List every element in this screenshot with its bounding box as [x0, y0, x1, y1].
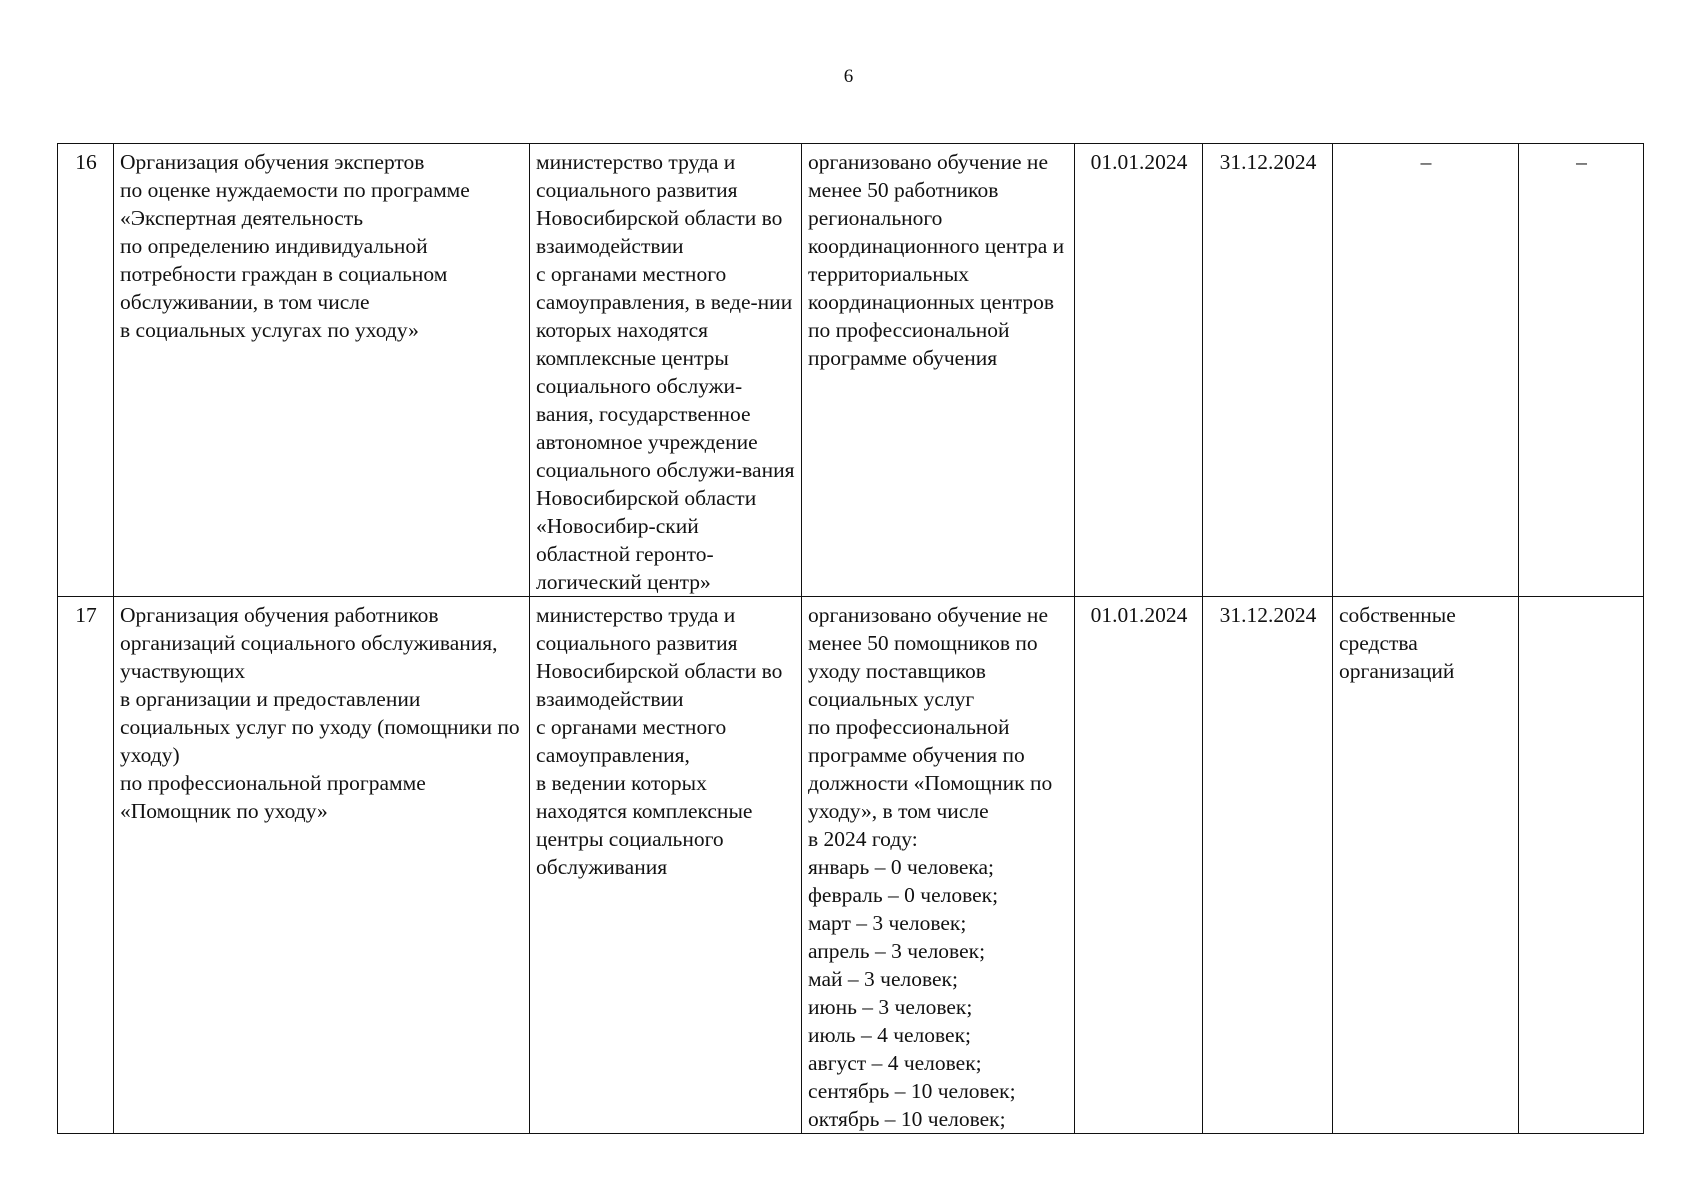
table-row [58, 144, 1644, 597]
responsible-cell: министерство труда и социального развития Новосибирской области во взаимодействии с органами местного самоуправления, в веде-нии которых находятся комплексные центры социального обслужи-вания, государственное автономное учреждение социального обслужи-вания Новосибирской области «Новосибир-ский областной геронто-логический центр» [530, 144, 802, 597]
result-cell: организовано обучение не менее 50 работников регионального координационного центра и территориальных координационных центров по профессиональной программе обучения [802, 144, 1075, 597]
funding-source-cell: – [1333, 144, 1519, 597]
row-number-cell: 16 [58, 144, 114, 597]
activity-cell: Организация обучения экспертов по оценке нуждаемости по программе «Экспертная деятельность по определению индивидуальной потребности граждан в социальном обслуживании, в том числе в социальных услугах по уходу» [114, 144, 530, 597]
funding-amount-cell: – [1519, 144, 1644, 597]
table-row [58, 597, 1644, 1134]
result-cell: организовано обучение не менее 50 помощников по уходу поставщиков социальных услуг по профессиональной программе обучения по должности «Помощник по уходу», в том числе в 2024 году: январь – 0 человека; февраль – 0 человек; март – 3 человек; апрель – 3 человек; май – 3 человек; июнь – 3 человек; июль – 4 человек; август – 4 человек; сентябрь – 10 человек; октябрь – 10 человек; [802, 597, 1075, 1134]
funding-amount-cell [1519, 597, 1644, 1134]
end-date-cell: 31.12.2024 [1203, 597, 1333, 1134]
funding-source-cell: собственные средства организаций [1333, 597, 1519, 1134]
start-date-cell: 01.01.2024 [1075, 144, 1203, 597]
measures-table [57, 143, 1644, 1134]
start-date-cell: 01.01.2024 [1075, 597, 1203, 1134]
activity-cell: Организация обучения работников организаций социального обслуживания, участвующих в организации и предоставлении социальных услуг по уходу (помощники по уходу) по профессиональной программе «Помощник по уходу» [114, 597, 530, 1134]
responsible-cell: министерство труда и социального развития Новосибирской области во взаимодействии с органами местного самоуправления, в ведении которых находятся комплексные центры социального обслуживания [530, 597, 802, 1134]
end-date-cell: 31.12.2024 [1203, 144, 1333, 597]
row-number-cell: 17 [58, 597, 114, 1134]
page-number: 6 [843, 66, 854, 87]
